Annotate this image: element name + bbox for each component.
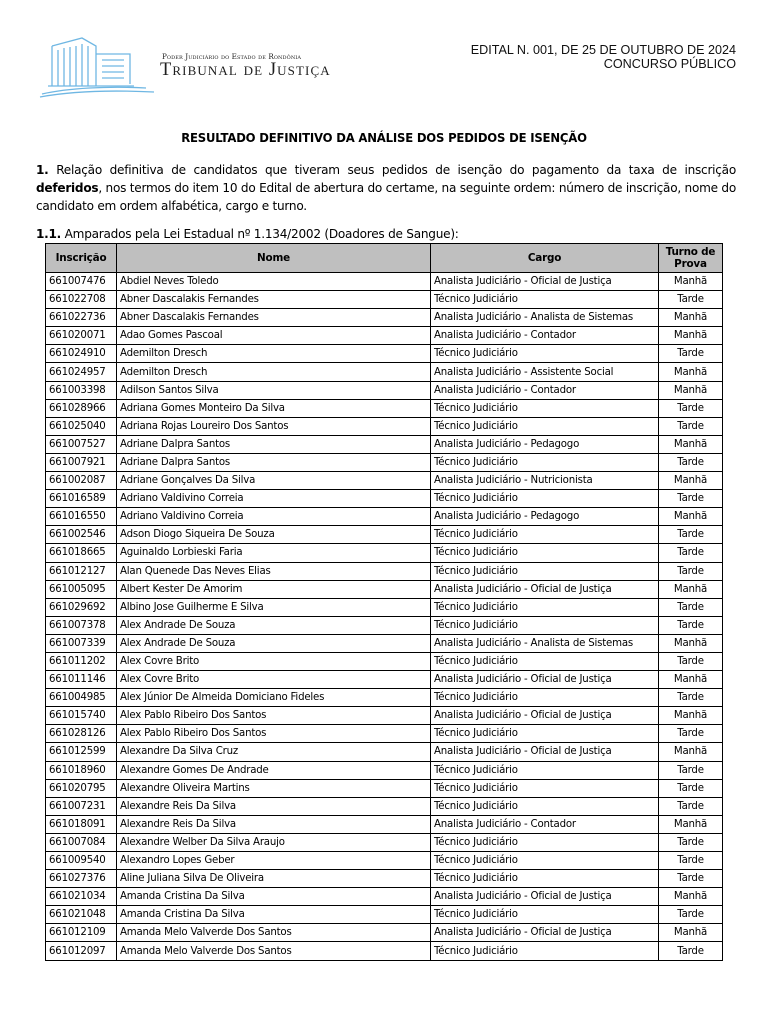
turno-cell: Tarde xyxy=(659,652,723,670)
inscricao-cell: 661028966 xyxy=(46,399,117,417)
cargo-cell: Técnico Judiciário xyxy=(431,399,659,417)
table-row xyxy=(46,725,723,743)
table-row xyxy=(46,598,723,616)
turno-cell: Tarde xyxy=(659,453,723,471)
inscricao-cell: 661007231 xyxy=(46,797,117,815)
turno-cell: Tarde xyxy=(659,725,723,743)
cargo-cell: Analista Judiciário - Oficial de Justiça xyxy=(431,924,659,942)
inscricao-cell: 661028126 xyxy=(46,725,117,743)
cargo-cell: Analista Judiciário - Oficial de Justiça xyxy=(431,671,659,689)
inscricao-cell: 661007084 xyxy=(46,833,117,851)
inscricao-cell: 661007339 xyxy=(46,634,117,652)
item-1-text-a: Relação definitiva de candidatos que tiveram seus pedidos de isenção do pagamento da taxa de inscrição xyxy=(56,163,736,177)
table-row xyxy=(46,942,723,960)
table-row xyxy=(46,634,723,652)
nome-cell: Alex Júnior De Almeida Domiciano Fideles xyxy=(117,689,431,707)
item-1-number: 1. xyxy=(36,163,49,177)
turno-cell: Tarde xyxy=(659,562,723,580)
turno-cell: Tarde xyxy=(659,797,723,815)
inscricao-cell: 661021048 xyxy=(46,906,117,924)
inscricao-cell: 661027376 xyxy=(46,870,117,888)
inscricao-cell: 661004985 xyxy=(46,689,117,707)
cargo-cell: Técnico Judiciário xyxy=(431,833,659,851)
turno-cell: Manhã xyxy=(659,363,723,381)
edital-number: EDITAL N. 001, DE 25 DE OUTUBRO DE 2024 xyxy=(470,43,736,57)
nome-cell: Adriana Gomes Monteiro Da Silva xyxy=(117,399,431,417)
cargo-cell: Técnico Judiciário xyxy=(431,544,659,562)
cargo-cell: Técnico Judiciário xyxy=(431,652,659,670)
table-row xyxy=(46,761,723,779)
inscricao-cell: 661012127 xyxy=(46,562,117,580)
cargo-cell: Técnico Judiciário xyxy=(431,870,659,888)
table-row xyxy=(46,852,723,870)
cargo-cell: Analista Judiciário - Oficial de Justiça xyxy=(431,743,659,761)
table-row xyxy=(46,363,723,381)
nome-cell: Alexandre Reis Da Silva xyxy=(117,815,431,833)
turno-cell: Manhã xyxy=(659,815,723,833)
nome-cell: Ademilton Dresch xyxy=(117,363,431,381)
table-row xyxy=(46,707,723,725)
inscricao-cell: 661005095 xyxy=(46,580,117,598)
inscricao-cell: 661007921 xyxy=(46,453,117,471)
cargo-cell: Técnico Judiciário xyxy=(431,906,659,924)
inscricao-cell: 661029692 xyxy=(46,598,117,616)
table-row xyxy=(46,291,723,309)
turno-cell: Manhã xyxy=(659,381,723,399)
cargo-cell: Técnico Judiciário xyxy=(431,417,659,435)
inscricao-cell: 661018665 xyxy=(46,544,117,562)
nome-cell: Abner Dascalakis Fernandes xyxy=(117,291,431,309)
table-row xyxy=(46,544,723,562)
nome-cell: Alexandre Reis Da Silva xyxy=(117,797,431,815)
cargo-cell: Analista Judiciário - Oficial de Justiça xyxy=(431,580,659,598)
cargo-cell: Analista Judiciário - Analista de Sistemas xyxy=(431,634,659,652)
nome-cell: Adson Diogo Siqueira De Souza xyxy=(117,526,431,544)
inscricao-cell: 661016550 xyxy=(46,508,117,526)
nome-cell: Alex Andrade De Souza xyxy=(117,616,431,634)
cargo-cell: Técnico Judiciário xyxy=(431,797,659,815)
turno-cell: Manhã xyxy=(659,273,723,291)
inscricao-cell: 661009540 xyxy=(46,852,117,870)
inscricao-cell: 661015740 xyxy=(46,707,117,725)
cargo-cell: Analista Judiciário - Contador xyxy=(431,381,659,399)
turno-cell: Manhã xyxy=(659,743,723,761)
cargo-cell: Técnico Judiciário xyxy=(431,345,659,363)
inscricao-cell: 661007527 xyxy=(46,435,117,453)
item-1-1-text: Amparados pela Lei Estadual nº 1.134/2002 (Doadores de Sangue): xyxy=(64,227,459,241)
cargo-cell: Analista Judiciário - Oficial de Justiça xyxy=(431,888,659,906)
nome-cell: Adilson Santos Silva xyxy=(117,381,431,399)
header-turno: Turno de Prova xyxy=(659,244,723,273)
turno-cell: Tarde xyxy=(659,942,723,960)
table-row xyxy=(46,490,723,508)
nome-cell: Alexandre Da Silva Cruz xyxy=(117,743,431,761)
nome-cell: Alexandre Oliveira Martins xyxy=(117,779,431,797)
document-title: RESULTADO DEFINITIVO DA ANÁLISE DOS PEDIDOS DE ISENÇÃO xyxy=(181,130,587,145)
turno-cell: Manhã xyxy=(659,580,723,598)
nome-cell: Alex Andrade De Souza xyxy=(117,634,431,652)
nome-cell: Adriano Valdivino Correia xyxy=(117,490,431,508)
table-row xyxy=(46,906,723,924)
candidates-table xyxy=(45,243,723,961)
inscricao-cell: 661018960 xyxy=(46,761,117,779)
nome-cell: Adriana Rojas Loureiro Dos Santos xyxy=(117,417,431,435)
turno-cell: Tarde xyxy=(659,526,723,544)
cargo-cell: Técnico Judiciário xyxy=(431,453,659,471)
table-row xyxy=(46,815,723,833)
nome-cell: Adriane Dalpra Santos xyxy=(117,453,431,471)
turno-cell: Manhã xyxy=(659,472,723,490)
nome-cell: Alexandre Gomes De Andrade xyxy=(117,761,431,779)
cargo-cell: Técnico Judiciário xyxy=(431,689,659,707)
table-row xyxy=(46,797,723,815)
cargo-cell: Analista Judiciário - Analista de Sistemas xyxy=(431,309,659,327)
table-row xyxy=(46,508,723,526)
turno-cell: Tarde xyxy=(659,616,723,634)
nome-cell: Adriane Dalpra Santos xyxy=(117,435,431,453)
turno-cell: Tarde xyxy=(659,291,723,309)
table-row xyxy=(46,472,723,490)
table-row xyxy=(46,327,723,345)
cargo-cell: Técnico Judiciário xyxy=(431,779,659,797)
nome-cell: Adao Gomes Pascoal xyxy=(117,327,431,345)
table-row xyxy=(46,417,723,435)
item-1-bold: deferidos xyxy=(36,181,99,195)
turno-cell: Tarde xyxy=(659,490,723,508)
table-row xyxy=(46,833,723,851)
turno-cell: Tarde xyxy=(659,852,723,870)
nome-cell: Alexandre Welber Da Silva Araujo xyxy=(117,833,431,851)
inscricao-cell: 661012109 xyxy=(46,924,117,942)
cargo-cell: Analista Judiciário - Pedagogo xyxy=(431,435,659,453)
table-row xyxy=(46,743,723,761)
table-row xyxy=(46,562,723,580)
cargo-cell: Técnico Judiciário xyxy=(431,761,659,779)
table-row xyxy=(46,671,723,689)
table-row xyxy=(46,779,723,797)
nome-cell: Abdiel Neves Toledo xyxy=(117,273,431,291)
logo-subtitle: Poder Judiciário do Estado de Rondônia xyxy=(162,52,302,61)
turno-cell: Manhã xyxy=(659,634,723,652)
nome-cell: Aguinaldo Lorbieski Faria xyxy=(117,544,431,562)
inscricao-cell: 661020071 xyxy=(46,327,117,345)
cargo-cell: Técnico Judiciário xyxy=(431,616,659,634)
turno-cell: Manhã xyxy=(659,707,723,725)
inscricao-cell: 661012097 xyxy=(46,942,117,960)
tribunal-logo xyxy=(38,36,331,98)
inscricao-cell: 661024957 xyxy=(46,363,117,381)
nome-cell: Abner Dascalakis Fernandes xyxy=(117,309,431,327)
turno-cell: Tarde xyxy=(659,689,723,707)
header-inscricao: Inscrição xyxy=(46,244,117,273)
cargo-cell: Analista Judiciário - Pedagogo xyxy=(431,508,659,526)
cargo-cell: Técnico Judiciário xyxy=(431,291,659,309)
cargo-cell: Técnico Judiciário xyxy=(431,852,659,870)
inscricao-cell: 661011202 xyxy=(46,652,117,670)
nome-cell: Adriane Gonçalves Da Silva xyxy=(117,472,431,490)
cargo-cell: Analista Judiciário - Nutricionista xyxy=(431,472,659,490)
turno-cell: Manhã xyxy=(659,888,723,906)
courthouse-logo-icon xyxy=(38,36,156,98)
item-1-paragraph xyxy=(36,161,736,215)
cargo-cell: Analista Judiciário - Oficial de Justiça xyxy=(431,707,659,725)
nome-cell: Albino Jose Guilherme E Silva xyxy=(117,598,431,616)
turno-cell: Tarde xyxy=(659,598,723,616)
table-row xyxy=(46,689,723,707)
turno-cell: Manhã xyxy=(659,309,723,327)
cargo-cell: Técnico Judiciário xyxy=(431,725,659,743)
table-row xyxy=(46,399,723,417)
inscricao-cell: 661022736 xyxy=(46,309,117,327)
cargo-cell: Técnico Judiciário xyxy=(431,562,659,580)
turno-cell: Tarde xyxy=(659,417,723,435)
inscricao-cell: 661011146 xyxy=(46,671,117,689)
inscricao-cell: 661025040 xyxy=(46,417,117,435)
nome-cell: Alex Covre Brito xyxy=(117,652,431,670)
nome-cell: Ademilton Dresch xyxy=(117,345,431,363)
table-row xyxy=(46,652,723,670)
turno-cell: Tarde xyxy=(659,906,723,924)
cargo-cell: Analista Judiciário - Oficial de Justiça xyxy=(431,273,659,291)
turno-cell: Manhã xyxy=(659,671,723,689)
header-nome: Nome xyxy=(117,244,431,273)
inscricao-cell: 661021034 xyxy=(46,888,117,906)
nome-cell: Amanda Cristina Da Silva xyxy=(117,906,431,924)
nome-cell: Alexandro Lopes Geber xyxy=(117,852,431,870)
nome-cell: Aline Juliana Silva De Oliveira xyxy=(117,870,431,888)
turno-cell: Manhã xyxy=(659,435,723,453)
table-row xyxy=(46,870,723,888)
table-row xyxy=(46,526,723,544)
header-cargo: Cargo xyxy=(431,244,659,273)
table-row xyxy=(46,580,723,598)
inscricao-cell: 661016589 xyxy=(46,490,117,508)
nome-cell: Amanda Cristina Da Silva xyxy=(117,888,431,906)
inscricao-cell: 661002087 xyxy=(46,472,117,490)
nome-cell: Amanda Melo Valverde Dos Santos xyxy=(117,924,431,942)
turno-cell: Tarde xyxy=(659,399,723,417)
table-row xyxy=(46,453,723,471)
inscricao-cell: 661002546 xyxy=(46,526,117,544)
inscricao-cell: 661022708 xyxy=(46,291,117,309)
edital-header xyxy=(471,43,736,71)
table-row xyxy=(46,924,723,942)
item-1-text-b: , nos termos do item 10 do Edital de abertura do certame, na seguinte ordem: número de inscrição, nome do candidato em ordem alfabética, cargo e turno. xyxy=(36,181,736,213)
inscricao-cell: 661020795 xyxy=(46,779,117,797)
table-row xyxy=(46,273,723,291)
table-header-row xyxy=(46,244,723,273)
inscricao-cell: 661003398 xyxy=(46,381,117,399)
nome-cell: Amanda Melo Valverde Dos Santos xyxy=(117,942,431,960)
cargo-cell: Técnico Judiciário xyxy=(431,490,659,508)
table-row xyxy=(46,888,723,906)
inscricao-cell: 661007476 xyxy=(46,273,117,291)
cargo-cell: Analista Judiciário - Assistente Social xyxy=(431,363,659,381)
turno-cell: Tarde xyxy=(659,833,723,851)
turno-cell: Tarde xyxy=(659,870,723,888)
nome-cell: Alex Pablo Ribeiro Dos Santos xyxy=(117,707,431,725)
cargo-cell: Analista Judiciário - Contador xyxy=(431,815,659,833)
inscricao-cell: 661018091 xyxy=(46,815,117,833)
cargo-cell: Técnico Judiciário xyxy=(431,942,659,960)
cargo-cell: Técnico Judiciário xyxy=(431,526,659,544)
inscricao-cell: 661012599 xyxy=(46,743,117,761)
inscricao-cell: 661007378 xyxy=(46,616,117,634)
logo-title: Tribunal de Justiça xyxy=(160,60,331,80)
table-row xyxy=(46,616,723,634)
turno-cell: Tarde xyxy=(659,345,723,363)
turno-cell: Tarde xyxy=(659,761,723,779)
item-1-1-heading xyxy=(36,227,459,241)
nome-cell: Adriano Valdivino Correia xyxy=(117,508,431,526)
turno-cell: Manhã xyxy=(659,508,723,526)
table-row xyxy=(46,435,723,453)
nome-cell: Albert Kester De Amorim xyxy=(117,580,431,598)
item-1-1-number: 1.1. xyxy=(36,227,62,241)
nome-cell: Alan Quenede Das Neves Elias xyxy=(117,562,431,580)
turno-cell: Tarde xyxy=(659,779,723,797)
turno-cell: Manhã xyxy=(659,924,723,942)
inscricao-cell: 661024910 xyxy=(46,345,117,363)
table-row xyxy=(46,381,723,399)
turno-cell: Manhã xyxy=(659,327,723,345)
table-row xyxy=(46,309,723,327)
nome-cell: Alex Pablo Ribeiro Dos Santos xyxy=(117,725,431,743)
cargo-cell: Analista Judiciário - Contador xyxy=(431,327,659,345)
edital-concurso: CONCURSO PÚBLICO xyxy=(603,57,736,71)
nome-cell: Alex Covre Brito xyxy=(117,671,431,689)
cargo-cell: Técnico Judiciário xyxy=(431,598,659,616)
table-row xyxy=(46,345,723,363)
turno-cell: Tarde xyxy=(659,544,723,562)
